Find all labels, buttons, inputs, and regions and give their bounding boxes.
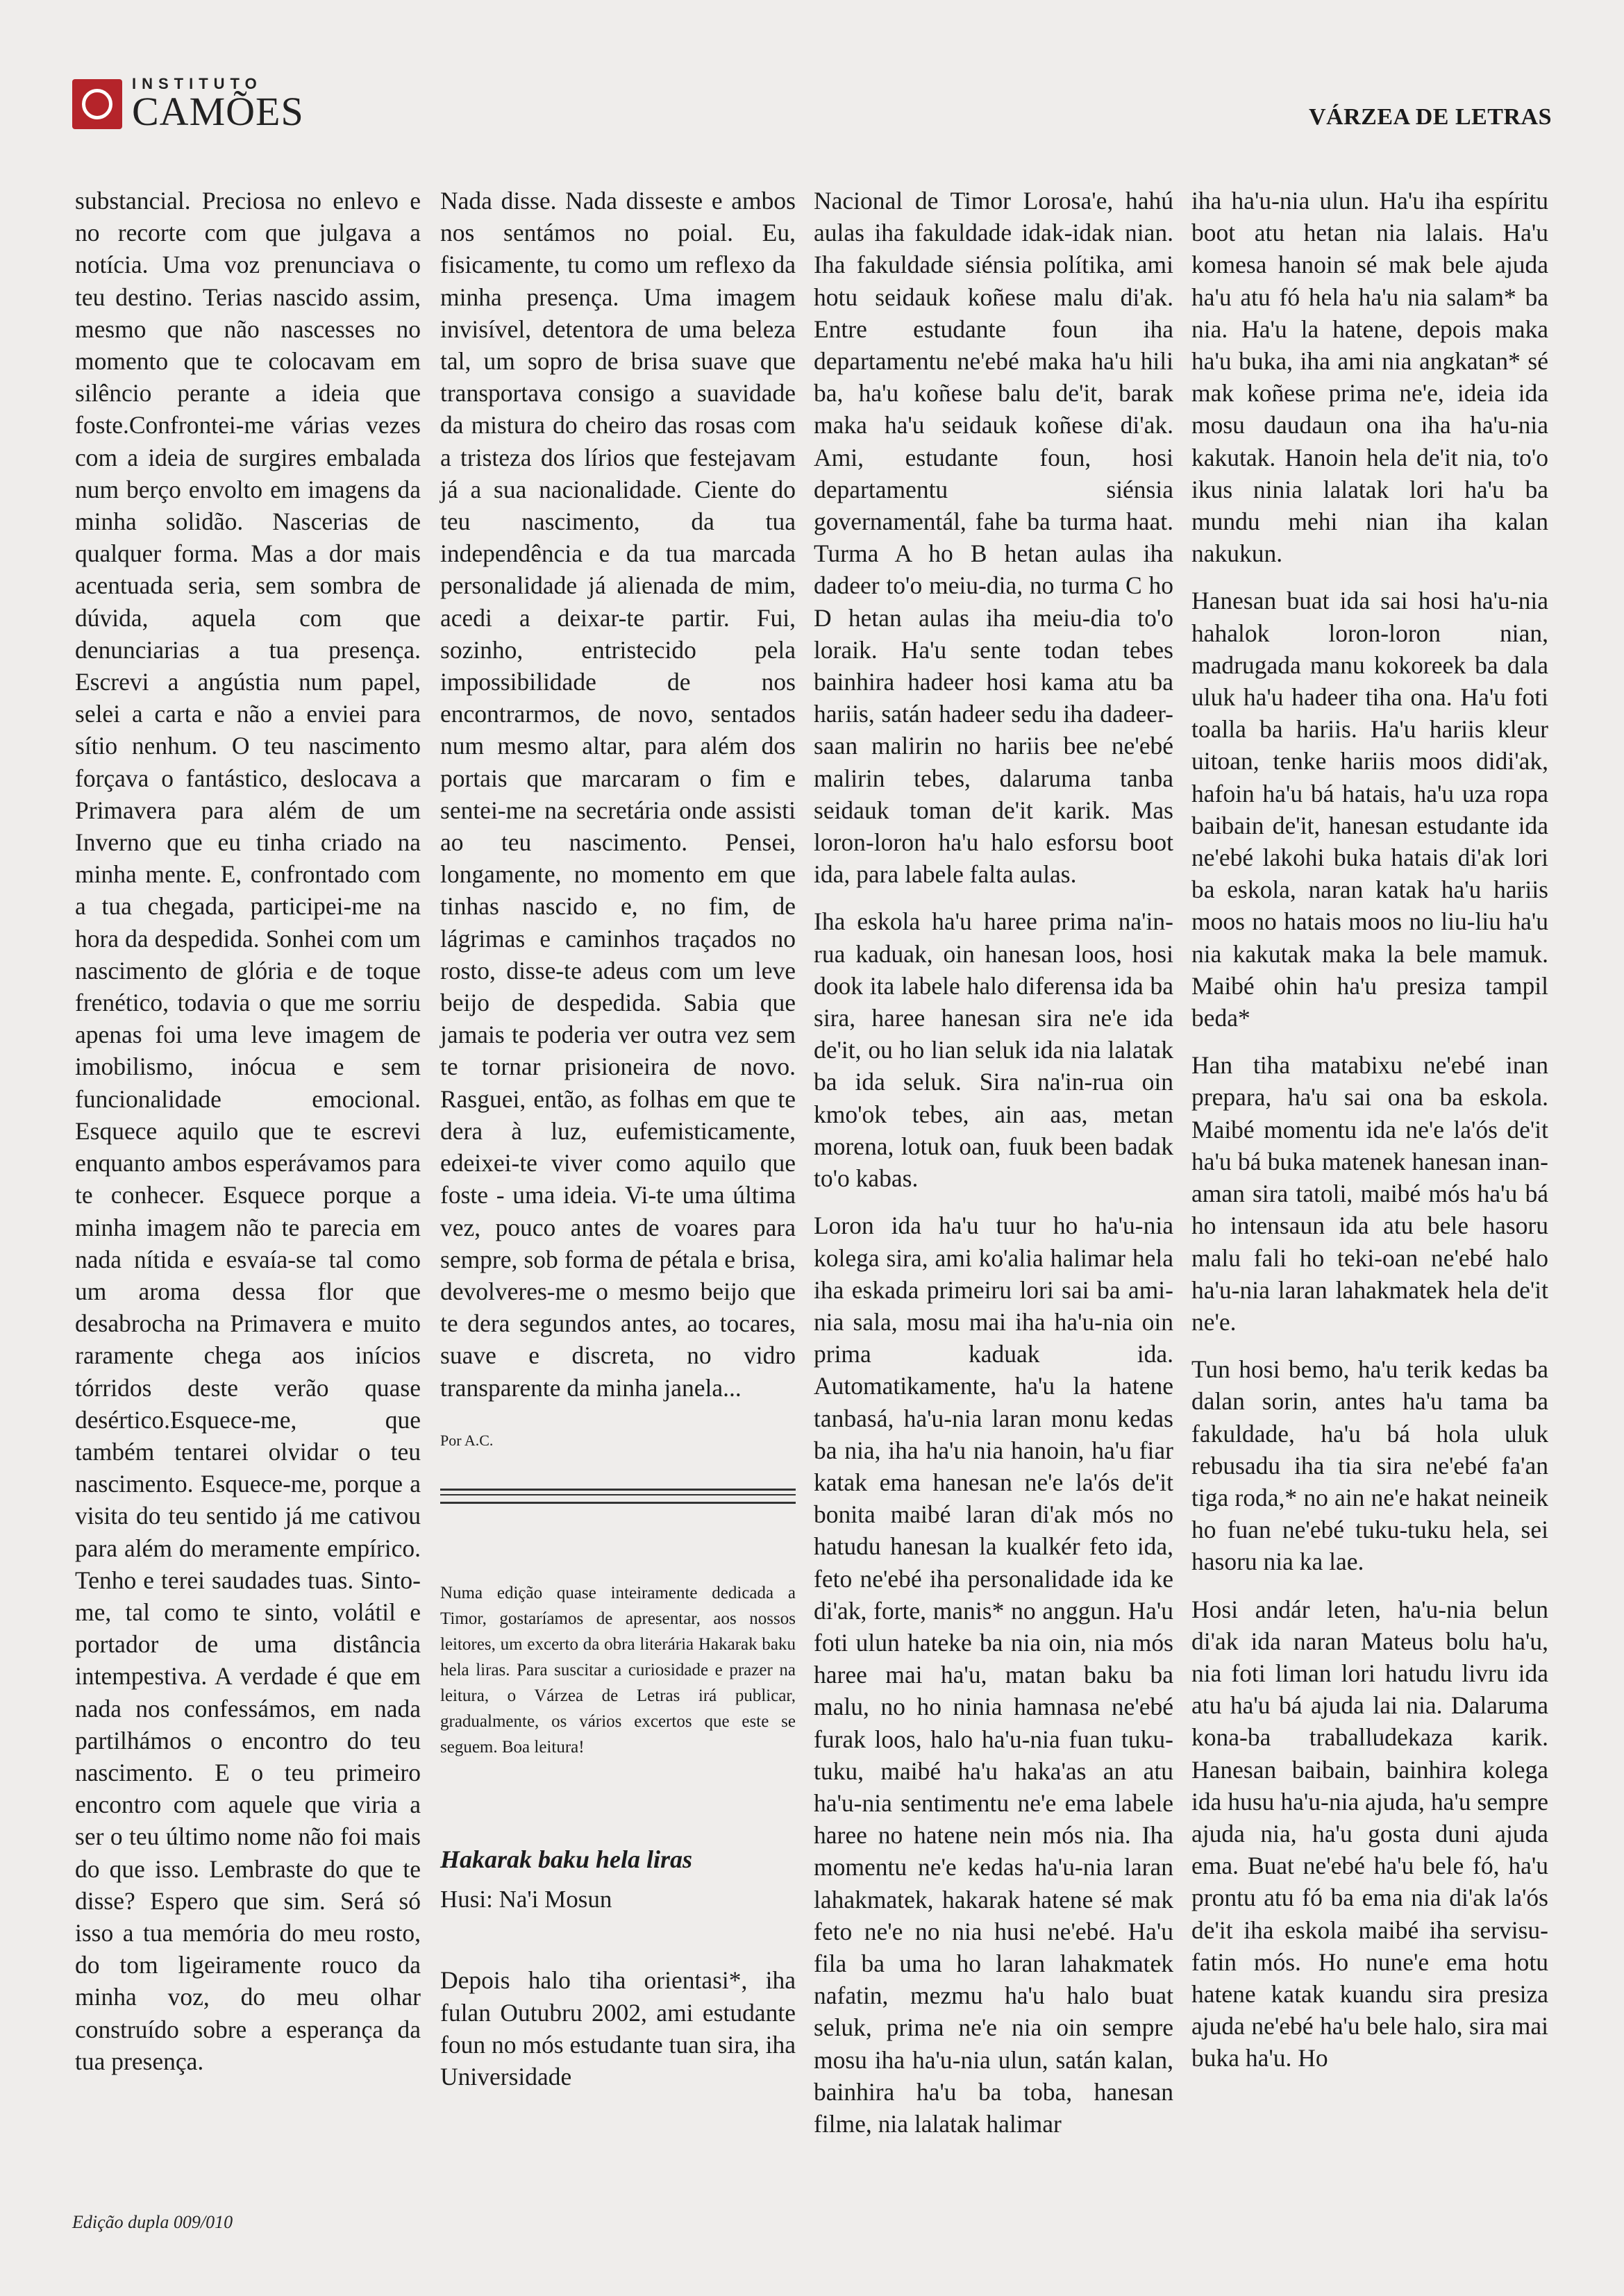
divider-rule bbox=[440, 1489, 796, 1504]
column-paragraph: Iha eskola ha'u haree prima na'in-rua kaduak, oin hanesan loos, hosi dook ita labele halo diferensa ida ba sira, haree hanesan sira ne'e ida de'it, ou ho lian seluk ida nia lalatak ba ida seluk. Sira na'in-rua oin kmo'ok tebes, ain aas, metan morena, lotuk oan, fuuk been badak to'o kabas. bbox=[814, 907, 1173, 1193]
logo-small-text: INSTITUTO bbox=[132, 75, 262, 92]
column-paragraph: Depois halo tiha orientasi*, iha fulan Outubru 2002, ami estudante foun no mós estudante tuan sira, iha Universidade bbox=[440, 1966, 796, 2090]
edition-footer: Edição dupla 009/010 bbox=[72, 2212, 233, 2232]
column-paragraph: substancial. Preciosa no enlevo e no recorte com que julgava a notícia. Uma voz prenunciava o teu destino. Terias nascido assim, mesmo que não nascesses no momento que te colocavam em silêncio perante a ideia que foste.Confrontei-me várias vezes com a ideia de surgires embalada num berço envolto em imagens da minha solidão. Nascerias de qualquer forma. Mas a dor mais acentuada seria, sem sombra de dúvida, aquela com que denunciarias a tua presença. Escrevi a angústia num papel, selei a carta e não a enviei para sítio nenhum. O teu nascimento forçava o fantástico, deslocava a Primavera para além de um Inverno que eu tinha criado na minha mente. E, confrontado com a tua chegada, participei-me na hora da despedida. Sonhei com um nascimento de glória e de toque frenético, todavia o que me sorriu apenas foi uma leve imagem de imobilismo, inócua e sem funcionalidade emocional. Esquece aquilo que te escrevi enquanto ambos esperávamos para te conhecer. Esquece porque a minha imagem não te parecia em nada nítida e esvaía-se tal como um aroma dessa flor que desabrocha na Primavera e muito raramente chega aos inícios tórridos deste verão quase desértico.Esquece-me, que também tentarei olvidar o teu nascimento. Esquece-me, porque a visita do teu sentido já me cativou para além do meramente empírico. Tenho e terei saudades tuas. Sinto-me, tal como te sinto, volátil e portador de uma distância intempestiva. A verdade é que em nada nos confessámos, em nada partilhámos o encontro do teu nascimento. E o teu primeiro encontro com aquele que viria a ser o teu último nome não foi mais do que isso. Lembraste do que te disse? Espero que sim. Será só isso a tua memória do meu rosto, do tom ligeiramente rouco da minha voz, do meu olhar construído sobre a esperança da tua presença. bbox=[75, 187, 421, 2075]
editorial-note: Numa edição quase inteiramente dedicada a Timor, gostaríamos de apresentar, aos nossos leitores, um excerto da obra literária Hakarak baku hela liras. Para suscitar a curiosidade e prazer na leitura, o Várzea de Letras irá publicar, gradualmente, os vários excertos que este se seguem. Boa leitura! bbox=[440, 1583, 796, 1757]
section-title: VÁRZEA DE LETRAS bbox=[1309, 104, 1552, 130]
column-paragraph: Nada disse. Nada disseste e ambos nos sentámos no poial. Eu, fisicamente, tu como um reflexo da minha presença. Uma imagem invisível, detentora de uma beleza tal, um sopro de brisa suave que transportava consigo a suavidade da mistura do cheiro das rosas com a tristeza dos lírios que festejavam já a sua nacionalidade. Ciente do teu nascimento, da tua independência e da tua marcada personalidade já alienada de mim, acedi a deixar-te partir. Fui, sozinho, entristecido pela impossibilidade de nos encontrarmos, de novo, sentados num mesmo altar, para além dos portais que marcaram o fim e sentei-me na secretária onde assisti ao teu nascimento. Pensei, longamente, no momento em que tinhas nascido e, no fim, de lágrimas e caminhos traçados no rosto, disse-te adeus com um leve beijo de despedida. Sabia que jamais te poderia ver outra vez sem te tornar prisioneira de novo. Rasguei, então, as folhas em que te dera à luz, eufemisticamente, edeixei-te viver como aquilo que foste - uma ideia. Vi-te uma última vez, pouco antes de voares para sempre, sob forma de pétala e brisa, devolveres-me o mesmo beijo que te dera segundos antes, ao tocares, suave e discreta, no vidro transparente da minha janela... bbox=[440, 187, 796, 1402]
byline: Por A.C. bbox=[440, 1431, 494, 1449]
instituto-camoes-logo bbox=[72, 75, 304, 133]
column-paragraph: Loron ida ha'u tuur ho ha'u-nia kolega sira, ami ko'alia halimar hela iha eskada primeiru lori sai ba ami-nia sala, mosu mai iha ha'u-nia oin prima kaduak ida. Automatikamente, ha'u la hatene tanbasá, ha'u-nia laran monu kedas ba nia, iha ha'u nia hanoin, ha'u fiar katak ema hanesan ne'e la'ós de'it bonita maibé laran di'ak mós no hatudu hanesan la kualkér feto ida, feto ne'ebé iha personalidade ida ke di'ak, forte, manis* no anggun. Ha'u foti ulun hateke ba nia oin, nia mós haree mai ha'u, matan baku ba malu, no ho ninia hamnasa ne'ebé furak loos, halo ha'u-nia fuan tuku-tuku, maibé ha'u haka'as an atu ha'u-nia sentimentu ne'e ema labele haree no hatene nein mós nia. Iha momentu ne'e kedas ha'u-nia laran lahakmatek, hakarak hatene sé mak feto ne'e no nia husi ne'ebé. Ha'u fila ba uma ho laran lahakmatek nafatin, mezmu ha'u halo buat seluk, prima ne'e nia oin sempre mosu iha ha'u-nia ulun, satán kalan, bainhira ha'u ba toba, hanesan filme, nia lalatak halimar bbox=[814, 1212, 1173, 2138]
column-paragraph: Hanesan buat ida sai hosi ha'u-nia hahalok loron-loron nian, madrugada manu kokoreek ba dala uluk ha'u hadeer tiha ona. Ha'u foti toalla ba hariis. Ha'u hariis kleur uitoan, tenke hariis moos didi'ak, hafoin ha'u bá hatais, ha'u uza ropa baibain de'it, hanesan estudante ida ne'ebé lakohi buka hatais di'ak lori ba eskola, naran katak ha'u hariis moos no hatais moos no liu-liu ha'u nia kakutak maka la bele mamuk. Maibé ohin ha'u presiza tampil beda* bbox=[1191, 587, 1548, 1032]
column-paragraph: iha ha'u-nia ulun. Ha'u iha espíritu boot atu hetan nia lalais. Ha'u komesa hanoin sé mak bele ajuda ha'u atu fó hela ha'u nia salam* ba nia. Ha'u la hatene, depois maka ha'u buka, iha ami nia angkatan* sé mak koñese prima ne'e, ideia ida mosu daudaun ona iha ha'u-nia kakutak. Hanoin hela de'it nia, to'o ikus ninia lalatak lori ha'u ba mundu mehi nian iha kalan nakukun. bbox=[1191, 187, 1548, 568]
column-paragraph: Nacional de Timor Lorosa'e, hahú aulas iha fakuldade idak-idak nian. Iha fakuldade siénsia polítika, ami hotu seidauk koñese malu di'ak. Entre estudante foun iha departamentu ne'ebé maka ha'u hili ba, ha'u koñese balu de'it, barak maka ha'u seidauk koñese di'ak. Ami, estudante foun, hosi departamentu siénsia governamentál, fahe ba turma haat. Turma A ho B hetan aulas iha dadeer to'o meiu-dia, no turma C ho D hetan aulas iha meiu-dia to'o loraik. Ha'u sente todan tebes bainhira hadeer hosi kama atu ba hariis, satán hadeer sedu iha dadeer-saan malirin no hariis bee ne'ebé malirin tebes, dalaruma tanba seidauk toman de'it karik. Mas loron-loron ha'u halo esforsu boot ida, para labele falta aulas. bbox=[814, 187, 1173, 889]
logo-big-text: CAMÕES bbox=[132, 89, 304, 134]
book-title: Hakarak baku hela liras bbox=[440, 1845, 693, 1873]
column-paragraph: Tun hosi bemo, ha'u terik kedas ba dalan sorin, antes ha'u tama ba fakuldade, ha'u bá hola uluk rebusadu iha tia sira ne'ebé fa'an tiga roda,* no ain ne'e hakat neineik ho fuan ne'ebé tuku-tuku hela, sei hasoru nia ka lae. bbox=[1191, 1355, 1548, 1576]
logo-text bbox=[132, 76, 304, 132]
book-author: Husi: Na'i Mosun bbox=[440, 1886, 612, 1913]
column-4 bbox=[1191, 185, 1548, 2090]
column-2 bbox=[440, 185, 796, 2108]
column-1 bbox=[75, 185, 421, 2093]
column-paragraph: Hosi andár leten, ha'u-nia belun di'ak ida naran Mateus bolu ha'u, nia foti liman lori hatudu livru ida atu ha'u bá ajuda lai nia. Dalaruma kona-ba traballudekaza karik. Hanesan baibain, bainhira kolega ida husu ha'u-nia ajuda, ha'u sempre ajuda nia, ha'u gosta duni ajuda ema. Buat ne'ebé ha'u bele fó, ha'u prontu atu fó ba ema nia di'ak la'ós de'it iha eskola maibé iha servisu-fatin mós. Ho nune'e ema hotu hatene katak kuandu sira presiza ajuda ne'ebé ha'u bele halo, sira mai buka ha'u. Ho bbox=[1191, 1595, 1548, 2072]
column-3 bbox=[814, 185, 1173, 2155]
logo-emblem-icon bbox=[72, 79, 122, 129]
column-paragraph: Han tiha matabixu ne'ebé inan prepara, ha'u sai ona ba eskola. Maibé momentu ida ne'e la'ós de'it ha'u bá buka matenek hanesan inan-aman sira tatoli, maibé mós ha'u bá ho intensaun ida atu bele hasoru malu fali ho teki-oan ne'ebé halo ha'u-nia laran lahakmatek hela de'it ne'e. bbox=[1191, 1051, 1548, 1336]
